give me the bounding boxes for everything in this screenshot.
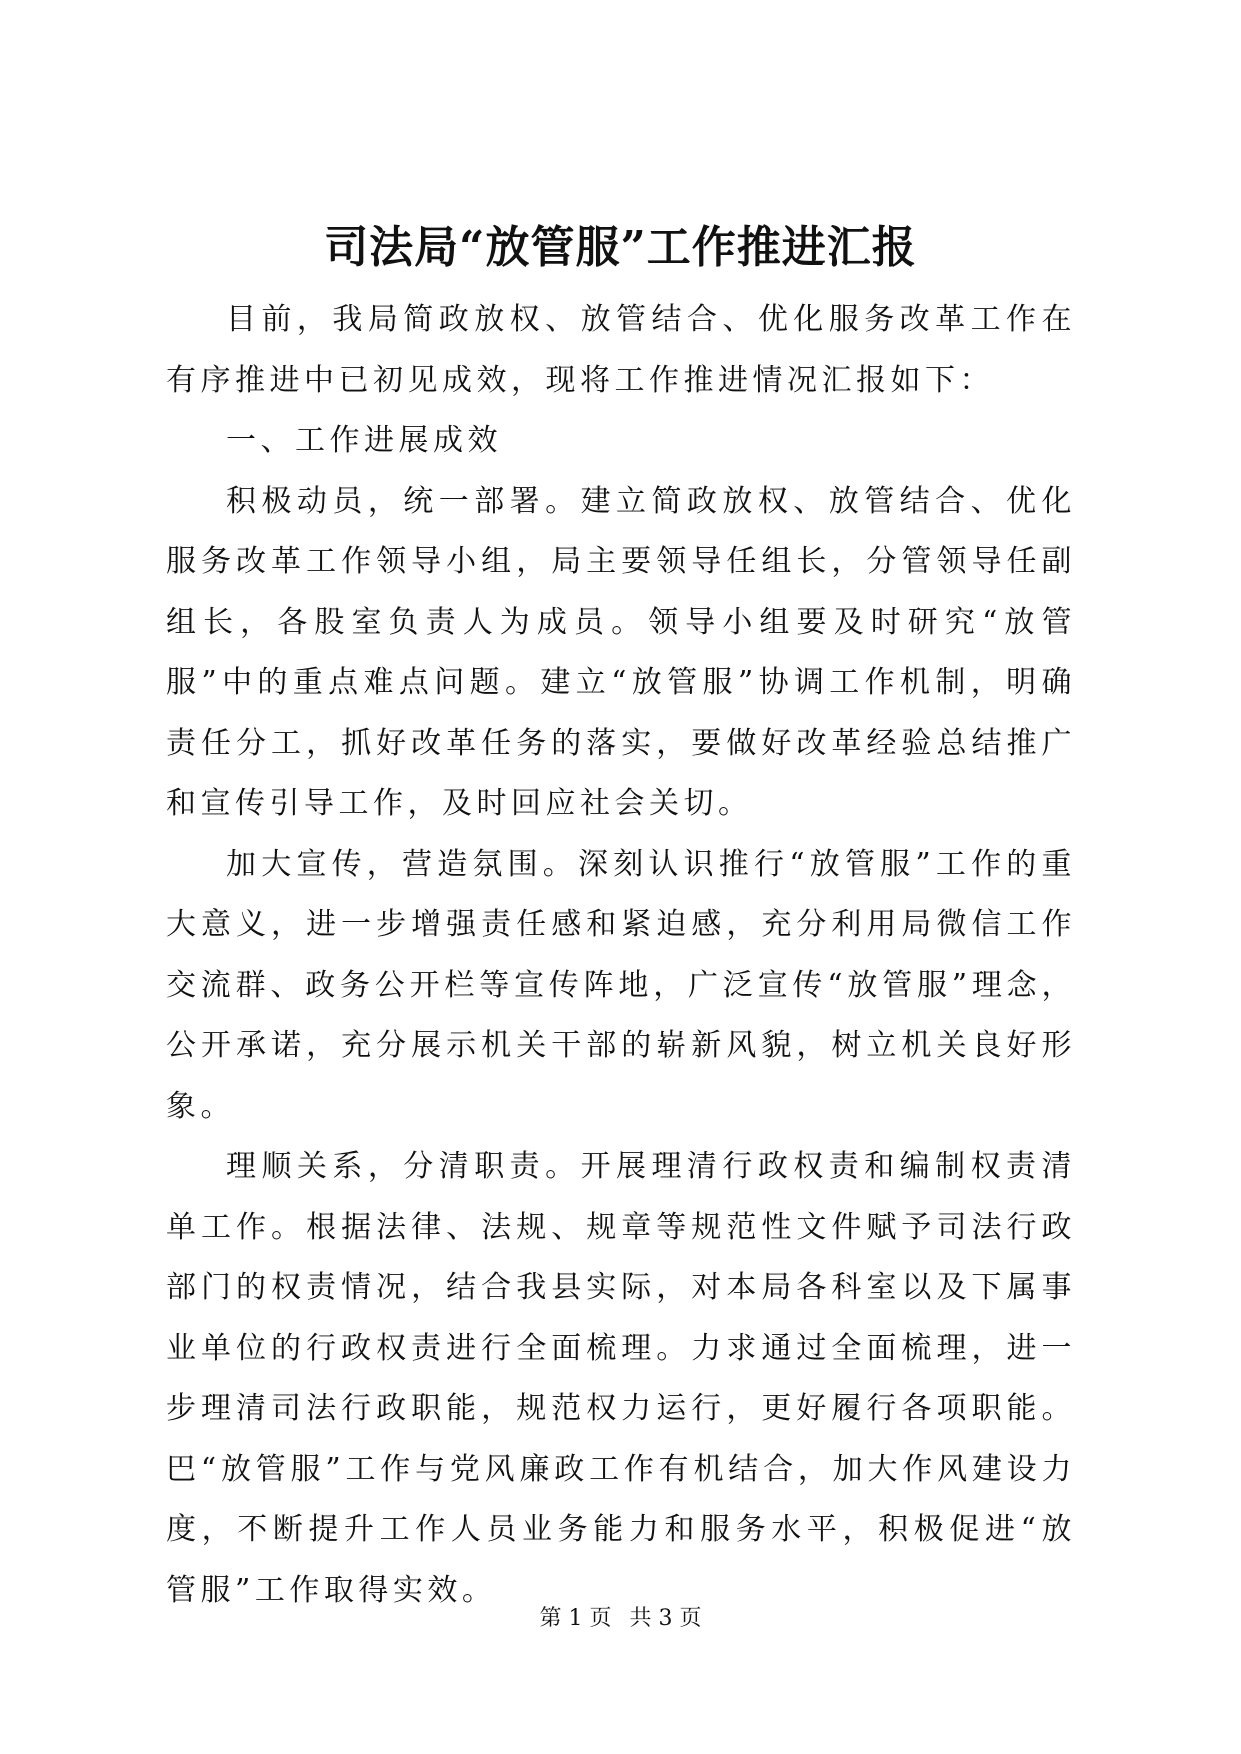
section-heading: 一、工作进展成效 xyxy=(226,423,502,458)
paragraph-responsibilities: 理顺关系，分清职责。开展理清行政权责和编制权责清单工作。根据法律、法规、规章等规范性文件赋予司法行政部门的权责情况，结合我县实际，对本局各科室以及下属事业单位的行政权责进行全面梳理。力求通过全面梳理，进一步理清司法行政职能，规范权力运行，更好履行各项职能。巴“放管服”工作与党风廉政工作有机结合，加大作风建设力度，不断提升工作人员业务能力和服务水平，积极促进“放管服”工作取得实效。 xyxy=(166,1149,1076,1608)
page-footer xyxy=(0,1604,1241,1634)
paragraph-intro: 目前，我局简政放权、放管结合、优化服务改革工作在有序推进中已初见成效，现将工作推进情况汇报如下： xyxy=(166,302,1076,398)
total-page-count: 共 3 页 xyxy=(629,1606,702,1631)
current-page-number: 第 1 页 xyxy=(539,1606,612,1631)
paragraph-mobilization: 积极动员，统一部署。建立简政放权、放管结合、优化服务改革工作领导小组，局主要领导任组长，分管领导任副组长，各股室负责人为成员。领导小组要及时研究“放管服”中的重点难点问题。建立“放管服”协调工作机制，明确责任分工，抓好改革任务的落实，要做好改革经验总结推广和宣传引导工作，及时回应社会关切。 xyxy=(166,483,1076,821)
paragraph-publicity: 加大宣传，营造氛围。深刻认识推行“放管服”工作的重大意义，进一步增强责任感和紧迫感，充分利用局微信工作交流群、政务公开栏等宣传阵地，广泛宣传“放管服”理念，公开承诺，充分展示机关干部的崭新风貌，树立机关良好形象。 xyxy=(166,846,1076,1124)
document-title: 司法局“放管服”工作推进汇报 xyxy=(324,222,917,273)
document-body xyxy=(166,290,1076,1621)
